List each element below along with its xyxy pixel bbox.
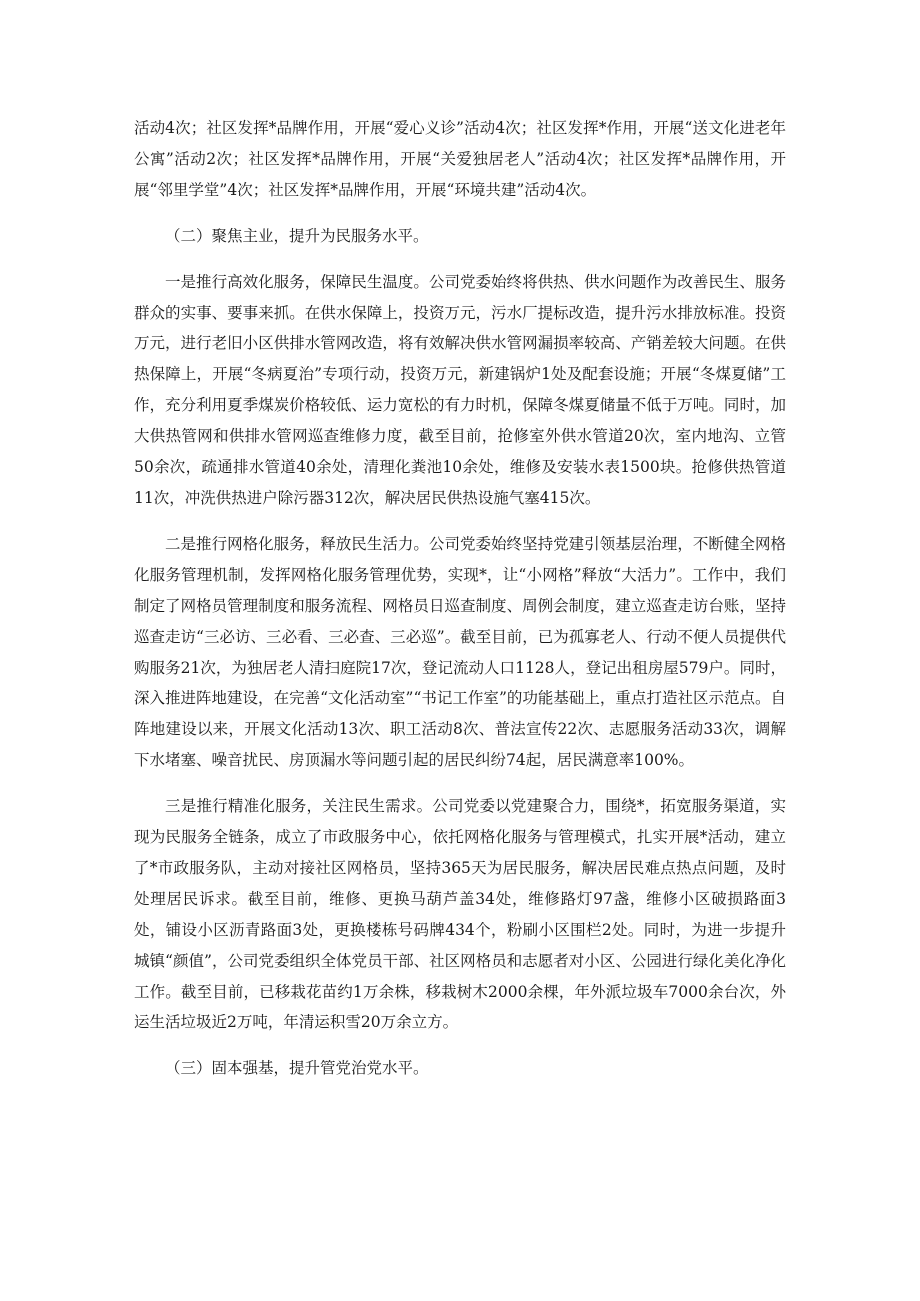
paragraph-continuation: 活动4次；社区发挥*品牌作用，开展“爱心义诊”活动4次；社区发挥*作用，开展“送文化进老年公寓”活动2次；社区发挥*品牌作用，开展“关爱独居老人”活动4次；社区发挥*品牌作用，开展“邻里学堂”4次；社区发挥*品牌作用，开展“环境共建”活动4次。 <box>134 119 786 199</box>
paragraph-efficient-service: 一是推行高效化服务，保障民生温度。公司党委始终将供热、供水问题作为改善民生、服务群众的实事、要事来抓。在供水保障上，投资万元，污水厂提标改造，提升污水排放标准。投资万元，进行老旧小区供排水管网改造，将有效解决供水管网漏损率较高、产销差较大问题。在供热保障上，开展“冬病夏治”专项行动，投资万元，新建锅炉1处及配套设施；开展“冬煤夏储”工作，充分利用夏季煤炭价格较低、运力宽松的有力时机，保障冬煤夏储量不低于万吨。同时，加大供热管网和供排水管网巡查维修力度，截至目前，抢修室外供水管道20次，室内地沟、立管50余次，疏通排水管道40余处，清理化粪池10余处，维修及安装水表1500块。抢修供热管道11次，冲洗供热进户除污器312次，解决居民供热设施气塞415次。 <box>134 272 786 507</box>
document-body <box>134 113 786 1084</box>
paragraph-precise-service: 三是推行精准化服务，关注民生需求。公司党委以党建聚合力，围绕*，拓宽服务渠道，实现为民服务全链条，成立了市政服务中心，依托网格化服务与管理模式，扎实开展*活动，建立了*市政服务队，主动对接社区网格员，坚持365天为居民服务，解决居民难点热点问题，及时处理居民诉求。截至目前，维修、更换马葫芦盖34处，维修路灯97盏，维修小区破损路面3处，铺设小区沥青路面3处，更换楼栋号码牌434个，粉刷小区围栏2处。同时，为进一步提升城镇“颜值”，公司党委组织全体党员干部、社区网格员和志愿者对小区、公园进行绿化美化净化工作。截至目前，已移栽花苗约1万余株，移栽树木2000余棵，年外派垃圾车7000余台次，外运生活垃圾近2万吨，年清运积雪20万余立方。 <box>134 797 786 1032</box>
section-heading-2: （二）聚焦主业，提升为民服务水平。 <box>165 226 429 245</box>
section-heading-3: （三）固本强基，提升管党治党水平。 <box>165 1059 429 1078</box>
paragraph-grid-service: 二是推行网格化服务，释放民生活力。公司党委始终坚持党建引领基层治理，不断健全网格化服务管理机制，发挥网格化服务管理优势，实现*，让“小网格”释放“大活力”。工作中，我们制定了网格员管理制度和服务流程、网格员日巡查制度、周例会制度，建立巡查走访台账，坚持巡查走访“三必访、三必看、三必查、三必巡”。截至目前，已为孤寡老人、行动不便人员提供代购服务21次，为独居老人清扫庭院17次，登记流动人口1128人，登记出租房屋579户。同时，深入推进阵地建设，在完善“文化活动室”“书记工作室”的功能基础上，重点打造社区示范点。自阵地建设以来，开展文化活动13次、职工活动8次、普法宣传22次、志愿服务活动33次，调解下水堵塞、噪音扰民、房顶漏水等问题引起的居民纠纷74起，居民满意率100%。 <box>134 534 786 770</box>
